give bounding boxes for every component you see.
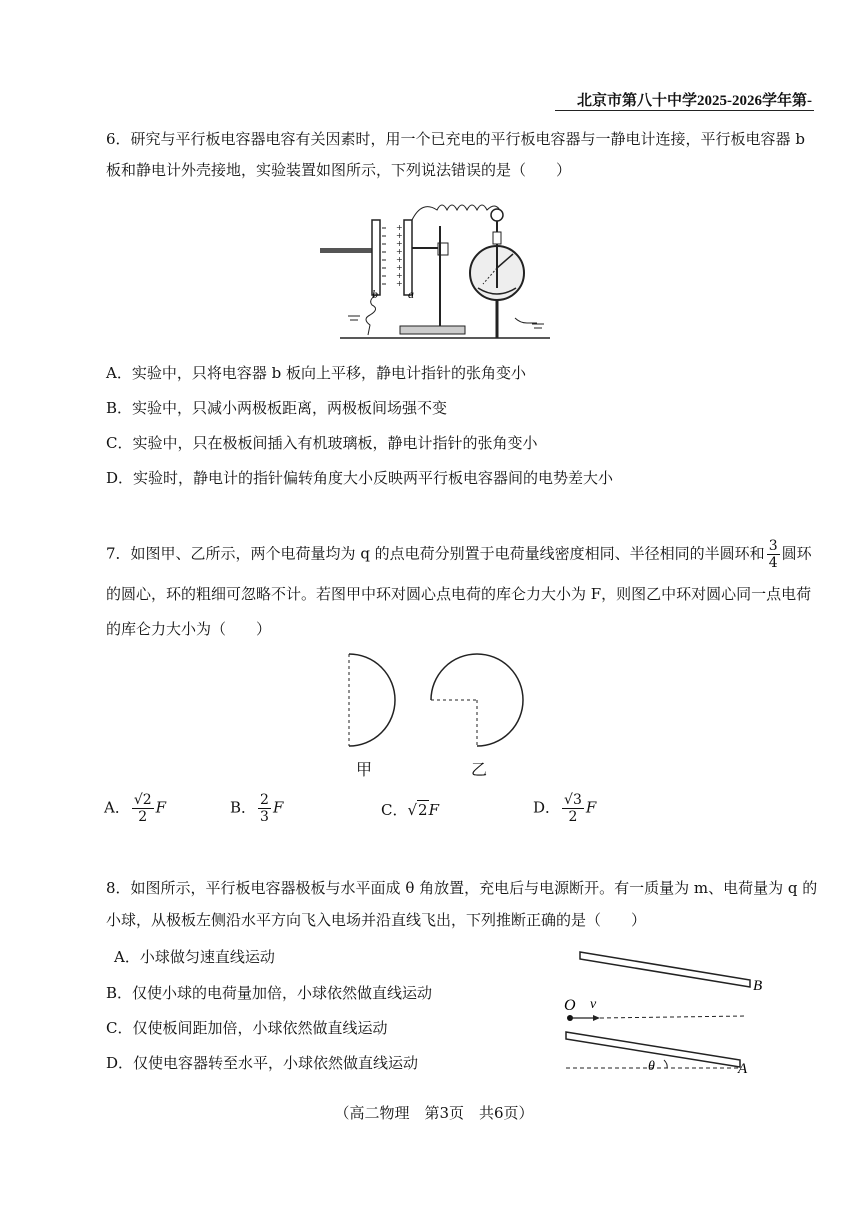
q7-option-c: C．√2F bbox=[381, 801, 440, 819]
label-a: a bbox=[408, 287, 414, 301]
caption-yi: 乙 bbox=[471, 760, 488, 779]
svg-text:+: + bbox=[396, 271, 403, 280]
plate-b bbox=[372, 220, 380, 295]
header-rule bbox=[555, 110, 814, 111]
q8-option-c: C．仅使板间距加倍，小球依然做直线运动 bbox=[106, 1019, 388, 1037]
q7-option-d: D． $\frac{√3}{2}$ F bbox=[533, 792, 597, 825]
plate-B bbox=[580, 952, 750, 987]
label-plate-b: B bbox=[753, 978, 763, 994]
q7-line1 bbox=[106, 538, 812, 571]
q8-line2: 小球，从极板左侧沿水平方向飞入电场并沿直线飞出，下列推断正确的是（ ） bbox=[106, 911, 647, 929]
svg-text:+: + bbox=[396, 247, 403, 256]
q6-option-d: D．实验时，静电计的指针偏转角度大小反映两平行板电容器间的电势差大小 bbox=[106, 469, 614, 487]
q7-fraction-three-quarters: $\frac{3}{4}$ bbox=[768, 538, 778, 571]
tilted-capacitor-figure bbox=[560, 944, 770, 1084]
q7-line1-post: 圆环 bbox=[781, 544, 812, 563]
q6-option-c: C．实验中，只在极板间插入有机玻璃板，静电计指针的张角变小 bbox=[106, 434, 538, 452]
q8-option-a: A．小球做匀速直线运动 bbox=[114, 948, 275, 966]
q6-line2: 板和静电计外壳接地，实验装置如图所示，下列说法错误的是（ ） bbox=[106, 161, 572, 179]
svg-text:+: + bbox=[396, 239, 403, 248]
label-theta: θ bbox=[648, 1059, 655, 1074]
page-footer: （高二物理 第3页 共6页） bbox=[334, 1104, 534, 1122]
half-ring bbox=[349, 654, 395, 746]
q6-line1: 6．研究与平行板电容器电容有关因素时，用一个已充电的平行板电容器与一静电计连接，平行板电容器 b bbox=[106, 130, 805, 148]
q8-option-d: D．仅使电容器转至水平，小球依然做直线运动 bbox=[106, 1054, 419, 1072]
q7-option-b: B． $\frac{2}{3}$ F bbox=[230, 792, 284, 825]
header-school: 北京市第八十中学2025-2026学年第- bbox=[577, 93, 812, 109]
caption-jia: 甲 bbox=[356, 760, 373, 779]
half-ring-and-three-quarter-ring-figure bbox=[330, 648, 540, 752]
plate-holder-rod bbox=[320, 248, 375, 253]
trajectory-line bbox=[600, 1016, 745, 1018]
q6-option-a: A．实验中，只将电容器 b 板向上平移，静电计指针的张角变小 bbox=[106, 364, 526, 382]
q7-line3: 的库仑力大小为（ ） bbox=[106, 620, 272, 638]
q7-option-a: A． $\frac{√2}{2}$ F bbox=[104, 792, 167, 825]
svg-text:+: + bbox=[396, 223, 403, 232]
svg-text:+: + bbox=[396, 255, 403, 264]
label-o: O bbox=[564, 997, 576, 1014]
label-plate-a: A bbox=[738, 1061, 748, 1077]
q6-option-b: B．实验中，只减小两极板距离，两极板间场强不变 bbox=[106, 399, 448, 417]
svg-text:+: + bbox=[396, 279, 403, 288]
q8-option-b: B．仅使小球的电荷量加倍，小球依然做直线运动 bbox=[106, 984, 433, 1002]
q7-line2: 的圆心，环的粗细可忽略不计。若图甲中环对圆心点电荷的库仑力大小为 F，则图乙中环对圆心同一点电荷 bbox=[106, 585, 812, 603]
q7-line1-pre: 7．如图甲、乙所示，两个电荷量均为 q 的点电荷分别置于电荷量线密度相同、半径相同的半圆环和 bbox=[106, 544, 765, 563]
q8-line1: 8．如图所示，平行板电容器极板与水平面成 θ 角放置，充电后与电源断开。有一质量为 m、电荷量为 q 的 bbox=[106, 879, 818, 897]
label-b: b bbox=[372, 287, 378, 301]
label-v: v bbox=[590, 997, 597, 1012]
plate-a bbox=[404, 220, 412, 295]
svg-text:+: + bbox=[396, 263, 403, 272]
electrometer-apparatus-figure bbox=[320, 188, 560, 348]
svg-text:+: + bbox=[396, 231, 403, 240]
